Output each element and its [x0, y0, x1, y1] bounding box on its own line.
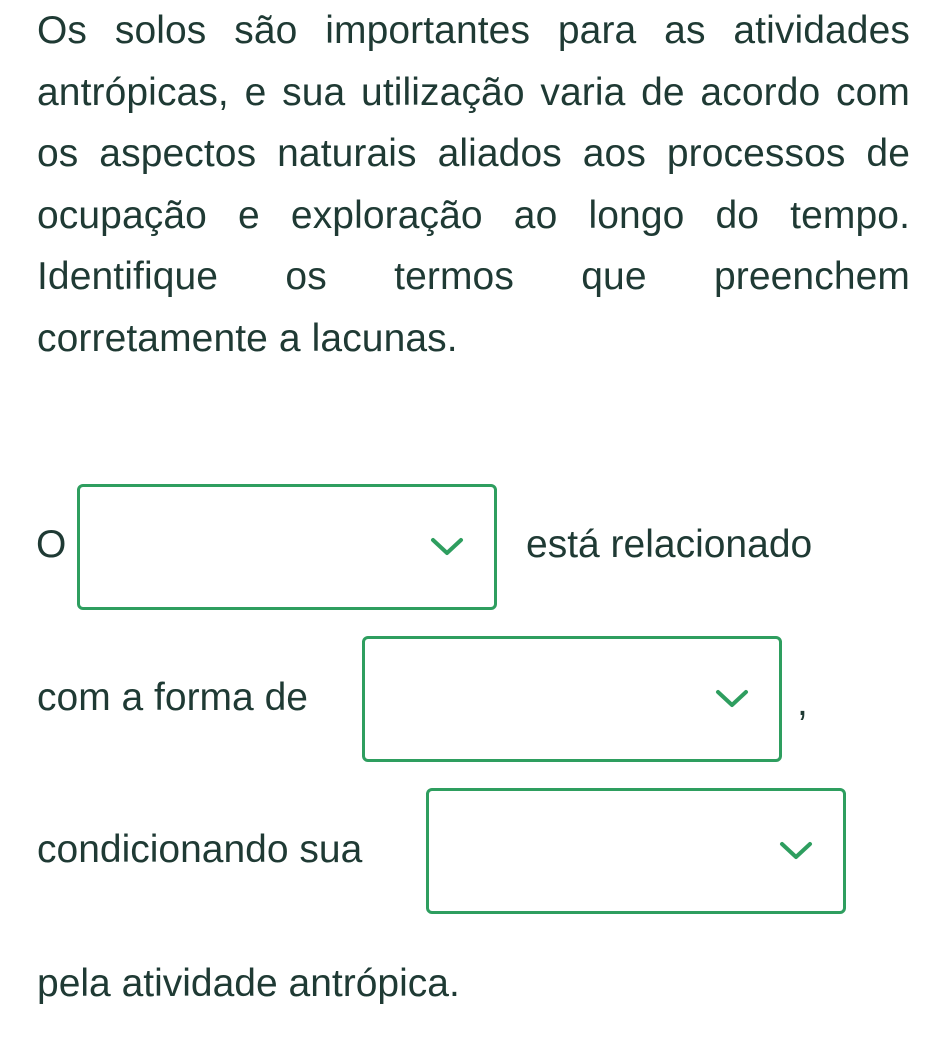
sentence-part-5: condicionando sua [37, 828, 363, 871]
sentence-part-2: está relacionado [526, 523, 813, 566]
chevron-down-icon [779, 841, 813, 861]
sentence-part-3: com a forma de [37, 676, 308, 719]
chevron-down-icon [430, 537, 464, 557]
dropdown-3[interactable] [426, 788, 846, 914]
dropdown-1[interactable] [77, 484, 497, 610]
question-text: Os solos são importantes para as atividades antrópicas, e sua utilização varia de acordo com os aspectos naturais aliados aos processos de ocupação e exploração ao longo do tempo. Identifique os termos que preenchem corretamente a lacunas. [37, 9, 910, 360]
sentence-part-6: pela atividade antrópica. [37, 962, 460, 1005]
dropdown-2[interactable] [362, 636, 782, 762]
chevron-down-icon [715, 689, 749, 709]
sentence-part-1: O [36, 523, 67, 566]
sentence-part-4: , [797, 681, 808, 724]
